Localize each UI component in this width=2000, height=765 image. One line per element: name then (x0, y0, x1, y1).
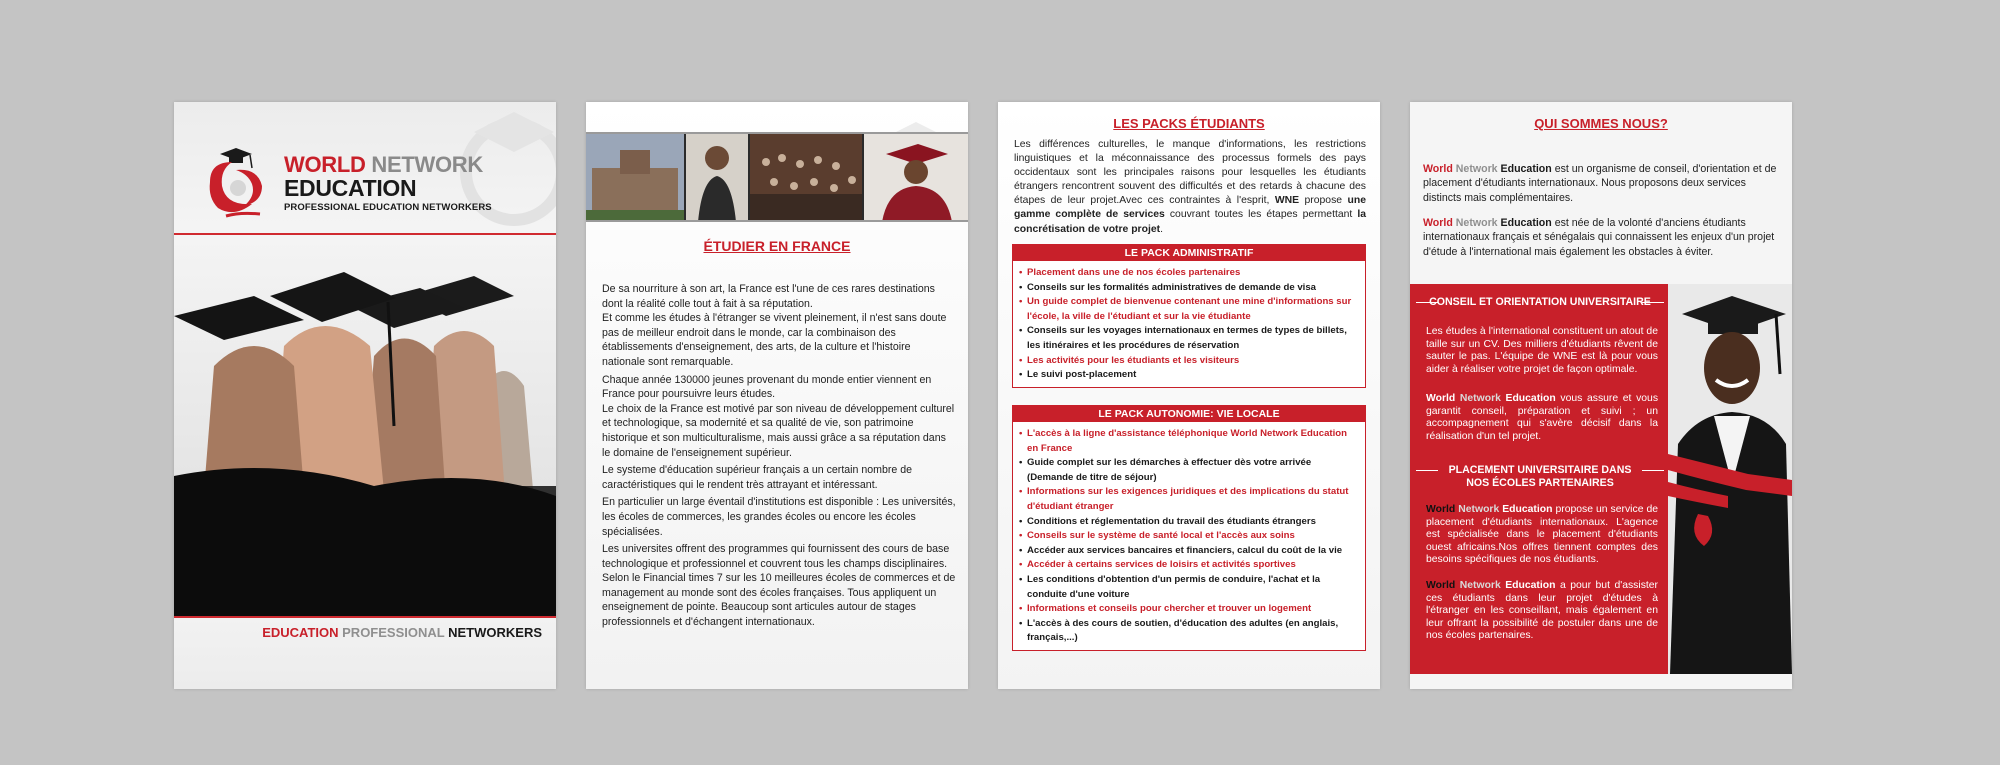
etudier-body (602, 282, 956, 633)
placement-text-2 (1426, 580, 1658, 643)
list-item: • Placement dans une de nos écoles partenaires (1019, 266, 1359, 281)
placement-title: PLACEMENT UNIVERSITAIRE DANS NOS ÉCOLES PARTENAIRES (1448, 464, 1632, 489)
graduates-photo (174, 236, 556, 616)
paragraph: Les universites offrent des programmes qui fournissent des cours de base technologique et professionnel et couvrent tous les champs disciplinaires. Selon le Financial times 7 sur les 10 meilleures écoles de commerces et de management au monde sont des écoles françaises. Tous appliquent un enseignement de pointe. Beaucoup sont articules autour de stages professionnels et d'échangent internationaux. (602, 543, 956, 629)
list-item: • Conseils sur les voyages internationaux en termes de types de billets, les itinéraires et les procédures de réservation (1019, 324, 1359, 353)
qui-paragraph-1 (1423, 162, 1781, 205)
brand-world: World (1423, 163, 1453, 175)
packs-panel (998, 102, 1380, 689)
brand-network: Network (1459, 580, 1501, 591)
paragraph: En particulier un large éventail d'institutions est disponible : Les universités, les écoles de commerces, les grandes écoles ou encore les écoles spécialisées. (602, 496, 956, 538)
brand-network: Network (1459, 393, 1501, 404)
qui-panel (1410, 102, 1792, 689)
photo-strip (586, 132, 968, 222)
logo (200, 146, 540, 226)
qui-paragraph-2 (1423, 216, 1781, 259)
logo-education: EDUCATION (284, 175, 417, 201)
list-item: • Accéder aux services bancaires et financiers, calcul du coût de la vie (1019, 544, 1359, 559)
brand-education: Education (1500, 163, 1552, 175)
admin-pack-box (1012, 244, 1366, 388)
conseil-text (1426, 326, 1658, 376)
brand-world: World (1426, 580, 1456, 591)
paragraph: Le choix de la France est motivé par son niveau de développement culturel et technologique, sa modernité et sa qualité de vie, son patrimoine historique et son multiculturalisme, mais aussi grâce a sa réputation dans le domaine de l'enseignement supérieur. (602, 402, 955, 459)
admin-pack-list (1013, 261, 1365, 387)
divider (174, 233, 556, 235)
footer-networkers: NETWORKERS (448, 625, 542, 640)
paragraph-text: est née de la volonté d'anciens étudiants internationaux français et sénégalais qui connaissent les enjeux d'un projet d'étude à l'international mais également les obstacles à éviter. (1423, 217, 1775, 258)
list-item: • L'accès à la ligne d'assistance téléphonique World Network Education en France (1019, 427, 1359, 456)
list-item: • Informations et conseils pour chercher et trouver un logement (1019, 602, 1359, 617)
logo-world: WORLD (284, 152, 366, 177)
paragraph: De sa nourriture à son art, la France est l'une de ces rares destinations dont la réalité colle tout à fait à sa réputation. (602, 283, 935, 310)
list-item: • L'accès à des cours de soutien, d'éducation des adultes (en anglais, français,...) (1019, 617, 1359, 646)
paragraph-text: vous assure et vous garantit conseil, préparation et suivi ; un accompagnement qui s'avère décisif dans la réalisation d'un tel projet. (1426, 393, 1659, 442)
intro-bold: la concrétisation de votre projet (1014, 209, 1366, 235)
intro-text: couvrant toutes les étapes permettant (1164, 209, 1358, 221)
paragraph: Et comme les études à l'étranger se vivent pleinement, il n'est sans doute pas de meilleur endroit dans le monde, car la combinaison des établissements d'enseignement, des arts, de la culture et l'histoire nationale sont remarquable. (602, 312, 947, 368)
autonomie-pack-list (1013, 422, 1365, 650)
brand-education: Education (1505, 580, 1556, 591)
intro-text: Les différences culturelles, le manque d'informations, les restrictions linguistiques et la méconnaissance des processus formels des pays occidentaux sont les principales raisons pour lesquelles les étudiants étrangers rencontrent souvent des difficultés et des retards à chacune des étapes de leur projet.Avec ces contraintes à l'esprit, (1014, 139, 1366, 207)
autonomie-pack-box (1012, 405, 1366, 651)
graduate-photo (1668, 284, 1792, 674)
packs-intro (1014, 138, 1366, 237)
divider (1416, 470, 1438, 471)
divider-bottom (174, 616, 556, 618)
list-item: • Conditions et réglementation du travail des étudiants étrangers (1019, 515, 1359, 530)
divider (1642, 470, 1664, 471)
paragraph-text: propose un service de placement d'étudiants internationaux. L'agence est spécialisée dans le placement d'étudiants ouest africains.Nos offres tiennent comptes des besoins spécifiques de nos étudiants. (1426, 504, 1659, 566)
paragraph-text: a pour but d'assister ces étudiants dans leur projet d'études à l'étranger en les conseillant, mais également en leur offrant la possibilité de postuler dans une de nos écoles partenaires. (1426, 580, 1659, 642)
brand-network: Network (1455, 163, 1498, 175)
page-title: QUI SOMMES NOUS? (1534, 116, 1668, 131)
page-title: ÉTUDIER EN FRANCE (703, 238, 851, 254)
list-item: • Les conditions d'obtention d'un permis de conduire, l'achat et la conduite d'une voiture (1019, 573, 1359, 602)
page-title: LES PACKS ÉTUDIANTS (1113, 116, 1265, 131)
brand-world: World (1426, 504, 1456, 515)
intro-wne: WNE (1274, 195, 1300, 207)
logo-tagline: PROFESSIONAL EDUCATION NETWORKERS (284, 202, 492, 213)
logo-network: NETWORK (371, 152, 483, 177)
intro-text: . (1160, 223, 1163, 235)
paragraph-text: est un organisme de conseil, d'orientation et de placement d'étudiants internationaux. Nous proposons deux services distincts mais complémentaires. (1423, 163, 1777, 204)
brand-education: Education (1505, 393, 1556, 404)
conseil-text-2 (1426, 393, 1658, 443)
brand-network: Network (1455, 217, 1498, 229)
services-block (1410, 284, 1670, 674)
cover-footer (262, 625, 542, 640)
admin-pack-title: LE PACK ADMINISTRATIF (1013, 245, 1365, 261)
brand-education: Education (1500, 217, 1552, 229)
paragraph-text: Les études à l'international constituent un atout de taille sur un CV. Des milliers d'étudiants rêvent de sauter le pas. L'équipe de WNE est là pour vous aider à réaliser votre projet de façon optimale. (1426, 326, 1658, 375)
placement-text (1426, 504, 1658, 567)
autonomie-pack-title: LE PACK AUTONOMIE: VIE LOCALE (1013, 406, 1365, 422)
conseil-title: CONSEIL ET ORIENTATION UNIVERSITAIRE (1429, 296, 1651, 308)
intro-text: propose (1299, 195, 1348, 207)
list-item: • Conseils sur le système de santé local et l'accès aux soins (1019, 529, 1359, 544)
intro-bold: une gamme complète de services (1014, 195, 1366, 221)
footer-professional: PROFESSIONAL (342, 625, 445, 640)
list-item: • Informations sur les exigences juridiques et des implications du statut d'étudiant étranger (1019, 485, 1359, 514)
brand-network: Network (1458, 504, 1500, 515)
paragraph: Chaque année 130000 jeunes provenant du monde entier viennent en France pour poursuivre leurs études. (602, 373, 932, 401)
etudier-panel (586, 102, 968, 689)
brand-education: Education (1502, 504, 1553, 515)
list-item: • Les activités pour les étudiants et les visiteurs (1019, 354, 1359, 369)
list-item: • Conseils sur les formalités administratives de demande de visa (1019, 281, 1359, 296)
paragraph: Le systeme d'éducation supérieur français a un certain nombre de caractéristiques qui le rendent très attrayant et intéressant. (602, 464, 913, 491)
footer-education: EDUCATION (262, 625, 339, 640)
list-item: • Guide complet sur les démarches à effectuer dès votre arrivée (Demande de titre de séjour) (1019, 456, 1359, 485)
graduation-cap-icon (200, 146, 276, 222)
brand-world: World (1423, 217, 1453, 229)
cover-panel (174, 102, 556, 689)
list-item: • Le suivi post-placement (1019, 368, 1359, 383)
list-item: • Un guide complet de bienvenue contenant une mine d'informations sur l'école, la ville de l'étudiant et sur la vie étudiante (1019, 295, 1359, 324)
brand-world: World (1426, 393, 1456, 404)
list-item: • Accéder à certains services de loisirs et activités sportives (1019, 558, 1359, 573)
